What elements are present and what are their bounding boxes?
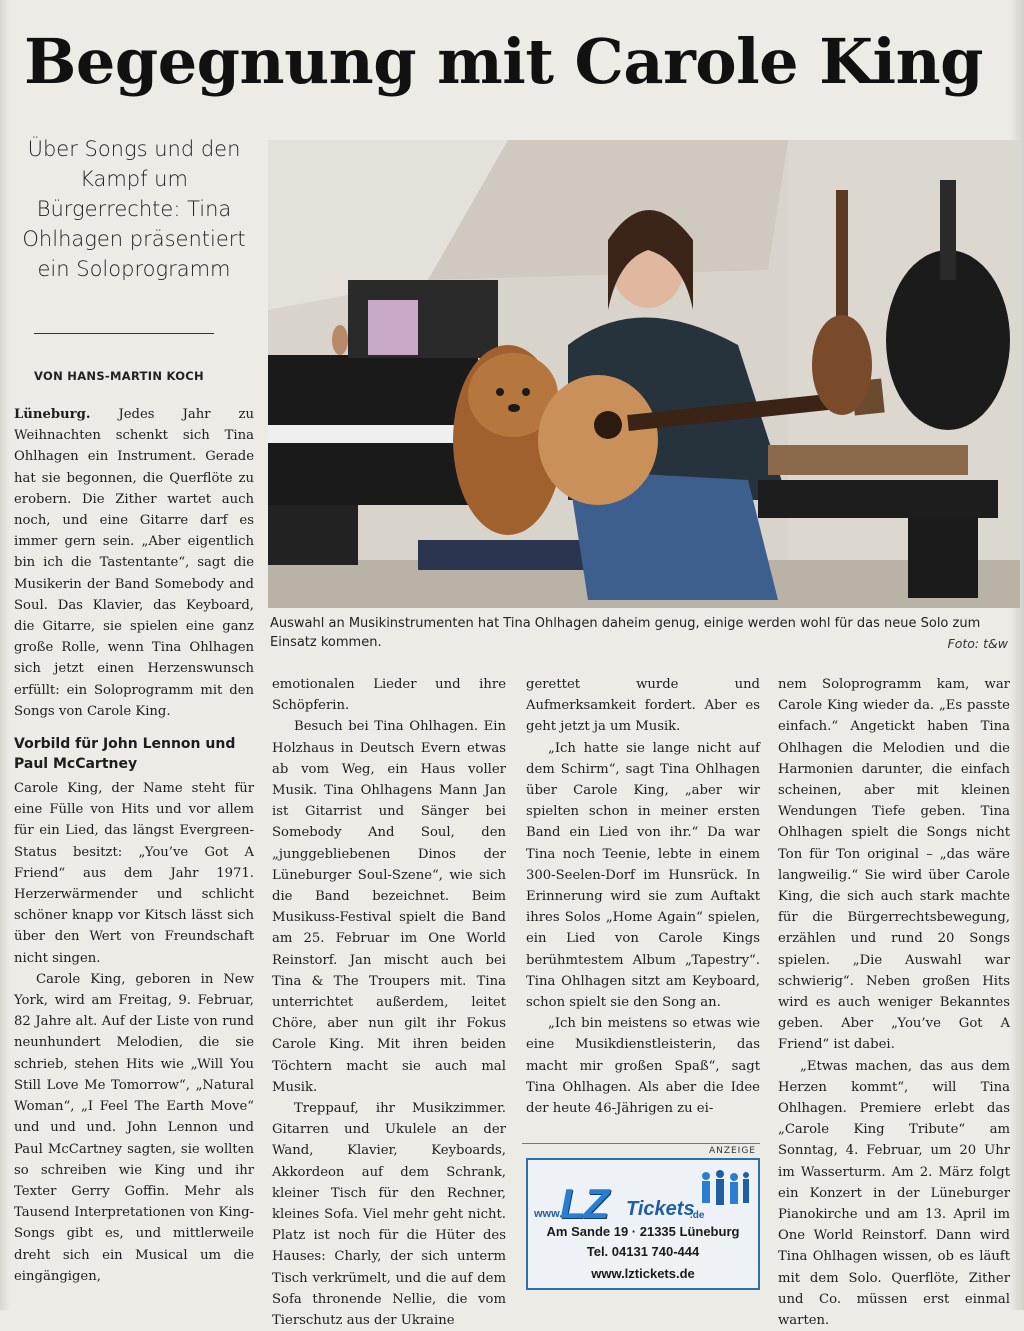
- article-column-2: [272, 674, 506, 1331]
- ad-phone: Tel. 04131 740-444: [586, 1244, 700, 1259]
- ad-label: ANZEIGE: [708, 1146, 756, 1156]
- paragraph-11: „Etwas machen, das aus dem Herzen kommt“, will Tina Ohlhagen. Premiere erlebt das „Carole King Tribute“ am Sonntag, 4. Februar, um 20 Uhr im Wasserturm. Am 2. März folgt ein Konzert in der Lüneburger Pianokirche und am 13. April im One World Reinstorf. Dann wird Tina Ohlhagen wissen, ob es läuft mit dem Solo. Querflöte, Zither und Co. müssen erst einmal warten.: [778, 1058, 1010, 1329]
- article-subheading: Vorbild für John Lennon und Paul McCartney: [14, 736, 236, 773]
- paragraph-3: Carole King, geboren in New York, wird am Freitag, 9. Februar, 82 Jahre alt. Auf der Liste von rund neunhundert Melodien, die sie schrieb, stehen Hits wie „Will You Still Love Me Tomorrow“, „Natural Woman“, „I Feel The Earth Move“ und und und. John Lennon und Paul McCartney sagten, sie wollten so schreiben wie King und ihr Texter Gerry Goffin. Mehr als Tausend Interpretationen von King-Songs gibt es, und mittlerweile dreht sich ein Musical um die eingängigen,: [14, 971, 254, 1284]
- ad-logo-tickets: Tickets: [626, 1198, 695, 1220]
- paragraph-5: Besuch bei Tina Ohlhagen. Ein Holzhaus in Deutsch Evern etwas ab vom Weg, ein Haus voller Musik. Tina Ohlhagens Mann Jan ist Gitarrist und Sänger bei Somebody And Soul, den „junggebliebenen Dinos der Lüneburger Soul-Szene“, wie sich die Band bezeichnet. Beim Musikuss-Festival spielt die Band am 25. Februar im One World Reinstorf. Jan mischt auch bei Tina & The Troupers mit. Tina unterrichtet außerdem, leitet Chöre, aber nun gilt ihr Fokus Carole King. Mit ihren beiden Töchtern macht sie auch mal Musik.: [272, 719, 506, 1095]
- acoustic-guitar: [538, 375, 658, 505]
- headline: Begegnung mit Carole King: [24, 25, 984, 98]
- photo-illustration: [268, 140, 1020, 608]
- paragraph-9: „Ich bin meistens so etwas wie eine Musikdienstleisterin, das macht mir großen Spaß“, sagt Tina Ohlhagen. Als aber die Idee der heute 46-Jährigen zu ei-: [526, 1016, 760, 1117]
- article-photo: [268, 140, 1020, 608]
- ad-logo-de: .de: [690, 1210, 705, 1221]
- paragraph-8: „Ich hatte sie lange nicht auf dem Schirm“, sagt Tina Ohlhagen über Carole King, „aber wir spielten schon in meiner ersten Band ein Lied von ihr.“ Da war Tina noch Teenie, lebte in einem 300-Seelen-Dorf im Hunsrück. In Erinnerung wird sie zum Auftakt ihres Solos „Home Again“ spielen, ein Lied von Carole Kings berühmtestem Album „Tapestry“. Tina Ohlhagen sitzt am Keyboard, schon spielt sie den Song an.: [526, 740, 760, 1011]
- ukulele: [812, 315, 872, 415]
- ad-address: Am Sande 19 · 21335 Lüneburg: [546, 1224, 740, 1239]
- article-column-1: [14, 404, 254, 1287]
- ad-website-link[interactable]: www.lztickets.de: [591, 1266, 695, 1281]
- crowd-icon: [696, 1168, 750, 1212]
- article-column-4: [778, 674, 1010, 1331]
- ad-logo: [534, 1180, 704, 1230]
- article-column-3: [526, 674, 760, 1119]
- ad-box: [526, 1158, 760, 1290]
- ad-logo-lz: LZ: [560, 1180, 608, 1227]
- paragraph-7: gerettet wurde und Aufmerksamkeit fordert. Aber es geht jetzt ja um Musik.: [526, 677, 760, 735]
- subhead-divider: [34, 333, 214, 334]
- photo-credit: Foto: t&w: [947, 636, 1008, 651]
- paragraph-2: Carole King, der Name steht für eine Fülle von Hits und vor allem für ein Lied, das längst Evergreen-Status besitzt: „You’ve Got A Friend“ aus dem Jahr 1971. Herzerwärmender und schlicht schöner knapp vor Kitsch lässt sich über den Wert von Freundschaft nicht singen.: [14, 781, 254, 966]
- advertisement[interactable]: [522, 1143, 760, 1289]
- photo-caption: Auswahl an Musikinstrumenten hat Tina Ohlhagen daheim genug, einige werden wohl für das neue Solo zum Einsatz kommen.: [270, 616, 981, 650]
- paragraph-10: nem Soloprogramm kam, war Carole King wieder da. „Es passte einfach.“ Angetickt haben Tina Ohlhagen die Melodien und die Harmonien darunter, die einfach scheinen, aber mit kleinen Wendungen Tiefe geben. Tina Ohlhagen spielt die Songs nicht Ton für Ton original – „das wäre langweilig.“ Sie wird über Carole King, die sich auch stark machte für die Bürgerrechtsbewegung, erzählen und rund 20 Songs spielen. „Die Auswahl war schwierig“. Neben großen Hits wird es auch weniger Bekanntes geben. Aber „You’ve Got A Friend“ ist dabei.: [778, 677, 1010, 1053]
- subheadline: Über Songs und den Kampf um Bürgerrechte: Tina Ohlhagen präsentiert ein Soloprogramm: [22, 137, 246, 281]
- ad-logo-www: www.: [534, 1208, 563, 1220]
- paragraph-4: emotionalen Lieder und ihre Schöpferin.: [272, 677, 506, 714]
- paper-edge-left: [0, 0, 10, 1310]
- paragraph-6: Treppauf, ihr Musikzimmer. Gitarren und Ukulele an der Wand, Klavier, Keyboards, Akkordeon auf dem Schrank, kleiner Tisch für den Rechner, kleines Sofa. Viel mehr geht nicht. Platz ist noch für die Hüter des Hauses: Charly, der sich unterm Tisch verkrümelt, und die auf dem Sofa thronende Nellie, die vom Tierschutz aus der Ukraine: [272, 1101, 506, 1329]
- byline: VON HANS-MARTIN KOCH: [34, 369, 204, 383]
- picture-frame: [368, 300, 418, 355]
- dateline: Lüneburg.: [14, 407, 91, 422]
- paragraph-1: Jedes Jahr zu Weihnachten schenkt sich Tina Ohlhagen ein Instrument. Gerade hat sie begonnen, die Querflöte zu erobern. Die Zither wartet auch noch, und eine Gitarre darf es immer gern sein. „Aber eigentlich bin ich die Tastentante“, sagt die Musikerin der Band Somebody and Soul. Das Klavier, das Keyboard, die Gitarre, sie spielen eine ganz große Rolle, wenn Tina Ohlhagen sich jetzt einen Herzenswunsch erfüllt: ein Soloprogramm mit den Songs von Carole King.: [14, 407, 254, 719]
